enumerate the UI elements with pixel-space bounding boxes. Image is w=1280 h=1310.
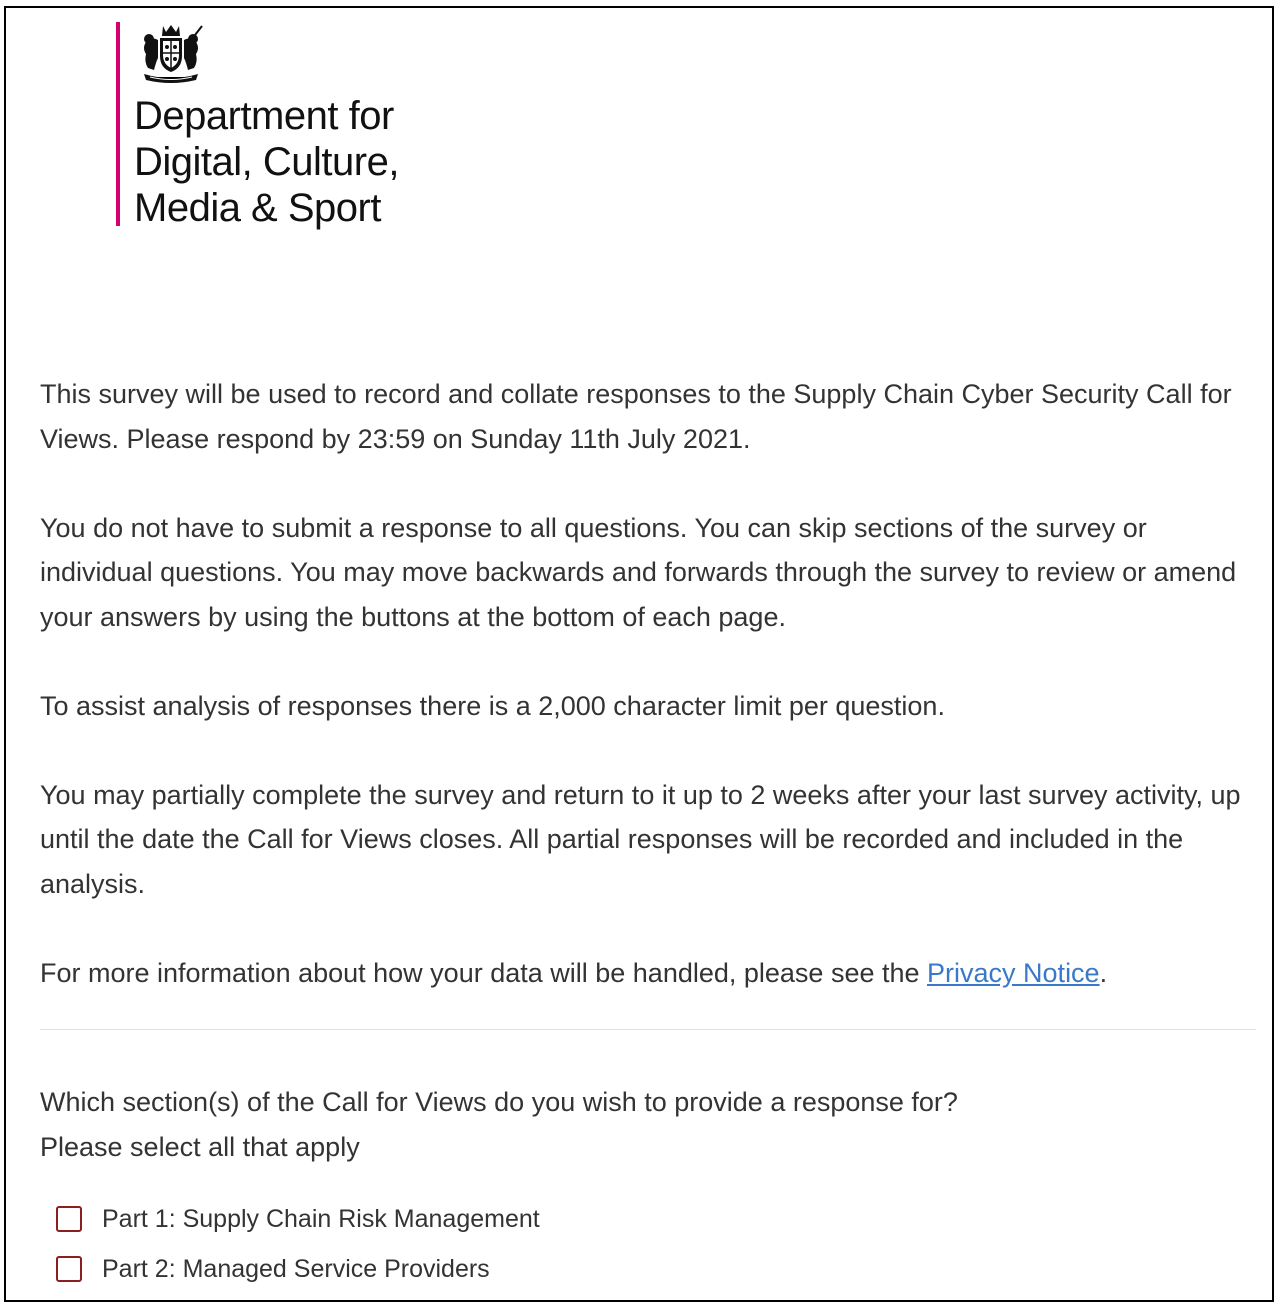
privacy-sentence-end: . bbox=[1099, 957, 1108, 988]
logo-accent-bar bbox=[116, 22, 120, 226]
option-label-part-2: Part 2: Managed Service Providers bbox=[102, 1254, 490, 1283]
options-list bbox=[56, 1194, 540, 1294]
department-name bbox=[134, 93, 399, 231]
intro-paragraph-2: You do not have to submit a response to all questions. You can skip sections of the survey or individual questions. You may move backwards and forwards through the survey to review or amend your answers by using the buttons at the bottom of each page. bbox=[40, 512, 1237, 632]
section-divider bbox=[40, 1029, 1256, 1030]
intro-paragraph-5 bbox=[40, 951, 1260, 996]
logo-content bbox=[134, 22, 399, 231]
privacy-sentence: For more information about how your data will be handled, please see the bbox=[40, 957, 928, 988]
department-name-line-2: Digital, Culture, bbox=[134, 140, 399, 184]
question-hint: Please select all that apply bbox=[40, 1131, 360, 1162]
department-name-line-3: Media & Sport bbox=[134, 186, 381, 230]
royal-coat-of-arms-icon bbox=[136, 22, 399, 91]
intro-section bbox=[40, 372, 1260, 995]
dcms-logo bbox=[116, 22, 399, 231]
survey-page bbox=[4, 6, 1274, 1302]
question-block bbox=[40, 1080, 958, 1169]
option-part-2[interactable] bbox=[56, 1244, 540, 1294]
checkbox-part-2[interactable] bbox=[56, 1256, 82, 1282]
checkbox-part-1[interactable] bbox=[56, 1206, 82, 1232]
privacy-notice-link[interactable]: Privacy Notice bbox=[927, 957, 1100, 988]
intro-paragraph-3: To assist analysis of responses there is a 2,000 character limit per question. bbox=[40, 690, 945, 721]
intro-paragraph-4: You may partially complete the survey and return to it up to 2 weeks after your last survey activity, up until the date the Call for Views closes. All partial responses will be recorded and included in the analysis. bbox=[40, 779, 1241, 899]
option-part-1[interactable] bbox=[56, 1194, 540, 1244]
intro-paragraph-1: This survey will be used to record and collate responses to the Supply Chain Cyber Security Call for Views. Please respond by 23:59 on Sunday 11th July 2021. bbox=[40, 379, 1232, 454]
question-text: Which section(s) of the Call for Views do you wish to provide a response for? bbox=[40, 1087, 958, 1117]
department-name-line-1: Department for bbox=[134, 94, 394, 138]
option-label-part-1: Part 1: Supply Chain Risk Management bbox=[102, 1204, 540, 1233]
